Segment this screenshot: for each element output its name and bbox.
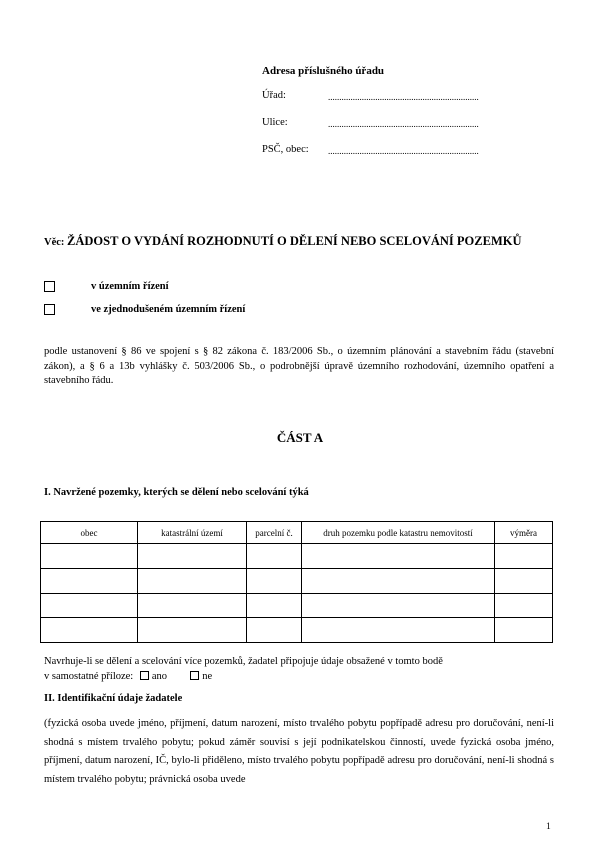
label-yes: ano [151,671,168,682]
subject-prefix: Věc: [44,237,68,248]
column-header: parcelní č. [247,522,302,544]
address-title: Adresa příslušného úřadu [262,65,385,77]
table-cell[interactable] [302,618,495,643]
table-cell[interactable] [302,593,495,618]
column-header: druh pozemku podle katastru nemovitostí [302,522,495,544]
table-row [41,544,553,569]
table-cell[interactable] [247,593,302,618]
note-line-2-text: v samostatné příloze: [44,671,134,682]
address-fill-line[interactable]: ................................................................... [328,146,479,156]
table-header-row [41,522,553,544]
section-2-title: II. Identifikační údaje žadatele [44,693,183,704]
section-1-title: I. Navržené pozemky, kterých se dělení nebo scelování týká [44,487,309,498]
table-row [41,568,553,593]
table-cell[interactable] [41,568,138,593]
attachment-note [44,654,554,684]
part-title: ČÁST A [276,430,324,445]
table-cell[interactable] [302,568,495,593]
note-line-1: Navrhuje-li se dělení a scelování více pozemků, žadatel připojuje údaje obsažené v tomto bodě [44,656,443,667]
address-fill-line[interactable]: ................................................................... [328,92,479,102]
subject-text: ŽÁDOST O VYDÁNÍ ROZHODNUTÍ O DĚLENÍ NEBO SCELOVÁNÍ POZEMKŮ [67,234,522,248]
table-cell[interactable] [495,593,553,618]
address-row-street [262,117,562,144]
table-cell[interactable] [138,544,247,569]
table-cell[interactable] [247,618,302,643]
table-cell[interactable] [495,568,553,593]
table-cell[interactable] [247,568,302,593]
table-cell[interactable] [41,618,138,643]
option-simplified-proceeding[interactable] [44,304,245,315]
subject-heading [44,234,564,249]
checkbox-no[interactable] [190,671,199,680]
label-no: ne [202,671,213,682]
column-header: katastrální území [138,522,247,544]
option-label: v územním řízení [91,281,169,292]
table-row [41,593,553,618]
table-cell[interactable] [495,618,553,643]
table-cell[interactable] [247,544,302,569]
option-label: ve zjednodušeném územním řízení [91,304,246,315]
option-territorial-proceeding[interactable] [44,281,169,292]
legal-basis-text: podle ustanovení § 86 ve spojení s § 82 zákona č. 183/2006 Sb., o územním plánování a stavebním řádu (stavební zákon), a § 6 a 13b vyhlášky č. 503/2006 Sb., o podrobnější úpravě územního rozhodování, územního opatření a stavebního řádu. [44,346,554,386]
parcels-table [40,521,553,643]
column-header: výměra [495,522,553,544]
checkbox[interactable] [44,281,55,292]
address-row-office [262,90,562,117]
address-label: Ulice: [262,117,288,128]
table-cell[interactable] [495,544,553,569]
address-fill-line[interactable]: ................................................................... [328,119,479,129]
table-cell[interactable] [138,618,247,643]
table-cell[interactable] [138,593,247,618]
note-line-2 [44,669,554,684]
page-number: 1 [546,822,551,832]
table-cell[interactable] [138,568,247,593]
table-cell[interactable] [302,544,495,569]
table-cell[interactable] [41,544,138,569]
column-header: obec [41,522,138,544]
address-label: PSČ, obec: [262,144,309,155]
checkbox[interactable] [44,304,55,315]
address-row-postcode [262,144,562,171]
table-row [41,618,553,643]
authority-address-block [262,65,562,171]
section-2-text: (fyzická osoba uvede jméno, příjmení, datum narození, místo trvalého pobytu popřípadě adresu pro doručování, není-li shodná s místem trvalého pobytu; pokud záměr souvisí s její podnikatelskou činností, uvede fyzická osoba jméno, příjmení, datum narození, IČ, bylo-li přiděleno, místo trvalého pobytu popřípadě adresu pro doručování, není-li shodná s místem trvalého pobytu; právnická osoba uvede [44,718,554,785]
address-label: Úřad: [262,90,286,101]
checkbox-yes[interactable] [140,671,149,680]
table-cell[interactable] [41,593,138,618]
